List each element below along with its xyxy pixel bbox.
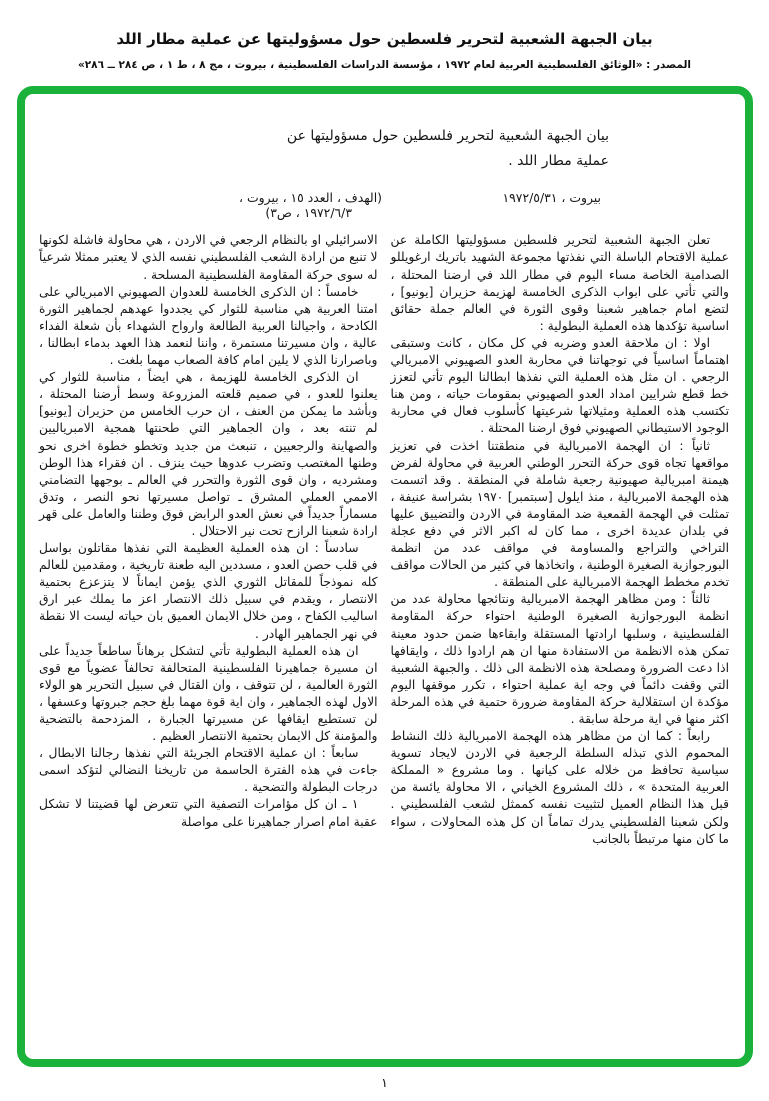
dateline-beirut: بيروت ، ١٩٧٢/٥/٣١ xyxy=(502,190,601,206)
header-title: بيان الجبهة الشعبية لتحرير فلسطين حول مسؤوليتها عن عملية مطار اللد xyxy=(116,30,653,48)
two-column-body xyxy=(39,232,729,847)
paragraph: سابعاً : ان عملية الاقتحام الجريئة التي نفذها رجالنا الابطال ، جاءت في هذه الفترة الحاسمة من تاريخنا النضالي لتؤكد اسمى درجات البطولة والتضحية . xyxy=(39,746,378,795)
paragraph: ١ ـ ان كل مؤامرات التصفية التي تتعرض لها قضيتنا لا تشكل عقبة امام اصرار جماهيرنا على مواصلة xyxy=(39,797,378,829)
paragraph: ان هذه العملية البطولية تأتي لتشكل برهاناً ساطعاً جديداً على ان مسيرة جماهيرنا الفلسطينية المتحالفة تحالفاً عضوياً مع قوى الثورة العالمية ، لن تتوقف ، وان القتال في سبيل التحرير هو الولاء الاول لهذه الجماهير ، وان اية قوة مهما بلغ حجم جبروتها وعسفها ، لن تستطيع ايقافها عن مسيرتها الجبارة ، المزدحمة بالتضحية والمؤمنة كل الايمان بحتمية الانتصار العظيم . xyxy=(39,643,378,744)
paragraph: ثانياً : ان الهجمة الامبريالية في منطقتنا اخذت في تعزيز مواقعها تجاه قوى حركة التحرر الوطني العربية في محاولة لفرض هيمنة امبريالية صهيونية رجعية شاملة في المنطقة . وقد اتسمت هذه الهجمة الامبريالية ، منذ ايلول [سبتمبر] ١٩٧٠ بشراسة عنيفة ، تمثلت في الهجمة القمعية ضد المقاومة في الاردن والتضييق عليها في بلدان عديدة اخرى ، مما كان له اكبر الاثر في دفع عجلة التراخي والتراجع والمساومة في مواقف عدد من انظمة البورجوازية الصغيرة الوطنية ، واتخاذها في كثير من الحالات مواقف تخدم مخطط الهجمة الامبريالية على المنطقة . xyxy=(390,438,729,590)
page-number: ١ xyxy=(381,1075,388,1090)
paragraph: خامساً : ان الذكرى الخامسة للعدوان الصهيوني الامبريالي على امتنا العربية هي مناسبة للثوار كي يجددوا عهدهم لجماهير الثورة الكادحة ، واجيالنا العربية الطالعة وارواح الشهداء بأن شعلة الفداء عالية ، وان مسيرتنا مستمرة ، واننا لنعمد هذا العهد بدماء ابطالنا ، وباصرارنا الذي لا يلين امام كافة الصعاب مهما بلغت . xyxy=(39,284,378,368)
document-title xyxy=(39,120,729,174)
column-left xyxy=(39,232,378,847)
page-header xyxy=(0,0,769,71)
document-title-line2: عملية مطار اللد . xyxy=(508,153,609,170)
paragraph: ان الذكرى الخامسة للهزيمة ، هي ايضاً ، مناسبة للثوار كي يعلنوا للعدو ، في صميم قلعته المزروعة وسط أرضنا المحتلة ، وبأشد ما يمكن من العنف ، ان حرب الخامس من حزيران [يونيو] لم تنته بعد ، وان الجماهير التي طحنتها همجية الامبرياليين والصهاينة والرجعيين ، تنبعث من جديد وتخطو خطوة اخرى نحو وطنها المغتصب وتضرب عدوها حيث ينزف . ان فقراء هذا الوطن ومشرديه ، وان قوى الثورة والتحرر في العالم ـ بوجهها التضامني الاممي العملي المشرق ـ تواصل مسيرتها نحو النصر ، وتدق مسماراً جديداً في نعش العدو الرابض فوق وطننا والعامل على قهر ارادة شعبنا الرازح تحت نير الاحتلال . xyxy=(39,370,378,538)
paragraph: سادساً : ان هذه العملية العظيمة التي نفذها مقاتلون بواسل في قلب حصن العدو ، مسددين اليه طعنة تاريخية ، ومقدمين للعالم كله نموذجاً للمقاتل الثوري الذي يؤمن ايماناً لا يتزعزع بحتمية الانتصار ، ويقدم في سبيل ذلك الانتصار اعز ما يملك عبر ارق اساليب الكفاح ، ومن خلال الايمان العميق بان حياته ليست الا نقطة في نهر الجماهير الهادر . xyxy=(39,541,378,641)
paragraph: رابعاً : كما ان من مظاهر هذه الهجمة الامبريالية ذلك النشاط المحموم الذي تبذله السلطة الرجعية في الاردن لايجاد تسوية سياسية تحافظ من خلاله على كيانها . وما مشروع « المملكة العربية المتحدة » ، ذلك المشروع الخياني ، الا محاولة يائسة من قبل هذا النظام العميل لتثبيت نفسه كممثل لشعب الفلسطيني . ولكن شعبنا الفلسطيني يدرك تماماً ان كل هذه المحاولات ، سواء ما كان منها مرتبطاً بالجانب xyxy=(390,729,729,846)
citation-line1: (الهدف ، العدد ١٥ ، بيروت ، xyxy=(239,190,382,206)
paragraph: ثالثاً : ومن مظاهر الهجمة الامبريالية ونتائجها محاولة عدد من انظمة البورجوازية الصغيرة الوطنية احتواء حركة المقاومة الفلسطينية ، وسلبها ارادتها المستقلة وابقاءها ضمن حدود معينة تمكن هذه الانظمة من الاستفادة منها ان هم ارادوا ذلك ، وايقافها اذا دعت الضرورة ومصلحة هذه الانظمة الى ذلك . والجبهة الشعبية التي وقفت دائماً في وجه اية عملية احتواء ، تكرر موقفها اليوم مؤكدة ان استقلالية حركة المقاومة ضرورة حتمية في هذه المرحلة اكثر منها في اية مرحلة سابقة . xyxy=(390,592,729,726)
citation-line2: ١٩٧٢/٦/٣ ، ص٣) xyxy=(265,205,352,221)
source-citation-alhadaf xyxy=(39,190,384,220)
column-right xyxy=(391,232,730,847)
header-source-citation: المصدر : «الوثائق الفلسطينية العربية لعام ١٩٧٢ ، مؤسسة الدراسات الفلسطينية ، بيروت ، مج ٨ ، ط ١ ، ص ٢٨٤ ــ ٢٨٦» xyxy=(77,59,692,71)
paragraph: تعلن الجبهة الشعبية لتحرير فلسطين مسؤوليتها الكاملة عن عملية الاقتحام الباسلة التي نفذتها مجموعة الشهيد باتريك ارغويللو الصدامية الخاصة مساء اليوم في مطار اللد في ارضنا المحتلة ، والتي تأتي على ابواب الذكرى الخامسة لهزيمة حزيران [يونيو] ، لتضع امام جماهير شعبنا وقوى الثورة في العالم جملة حقائق اساسية تؤكدها هذه العملية البطولية : xyxy=(390,233,729,333)
dateline-row xyxy=(39,190,729,220)
green-border-frame xyxy=(17,86,753,1067)
document-title-line1: بيان الجبهة الشعبية لتحرير فلسطين حول مسؤوليتها عن xyxy=(286,128,609,144)
paragraph: الاسرائيلي او بالنظام الرجعي في الاردن ، هي محاولة فاشلة لكونها لا تنبع من ارادة الشعب الفلسطيني نفسه الذي لا يعتبر ممثلا شرعياً له سوى حركة المقاومة الفلسطينية المسلحة . xyxy=(39,233,378,282)
paragraph: اولا : ان ملاحقة العدو وضربه في كل مكان ، كانت وستبقى اهتماماً اساسياً في توجهاتنا في محاربة العدو الصهيوني الامبريالي الرجعي . ان مثل هذه العملية التي نفذها ابطالنا اليوم تأتي لتعزز خط قطع شرايين امداد العدو الصهيوني بمقومات حياته ، ومن هنا تكتسب هذه العملية ومثيلاتها شرعيتها كأسلوب فعال في محاربة الوجود الاستيطاني الصهيوني فوق ارضنا المحتلة . xyxy=(390,335,729,436)
